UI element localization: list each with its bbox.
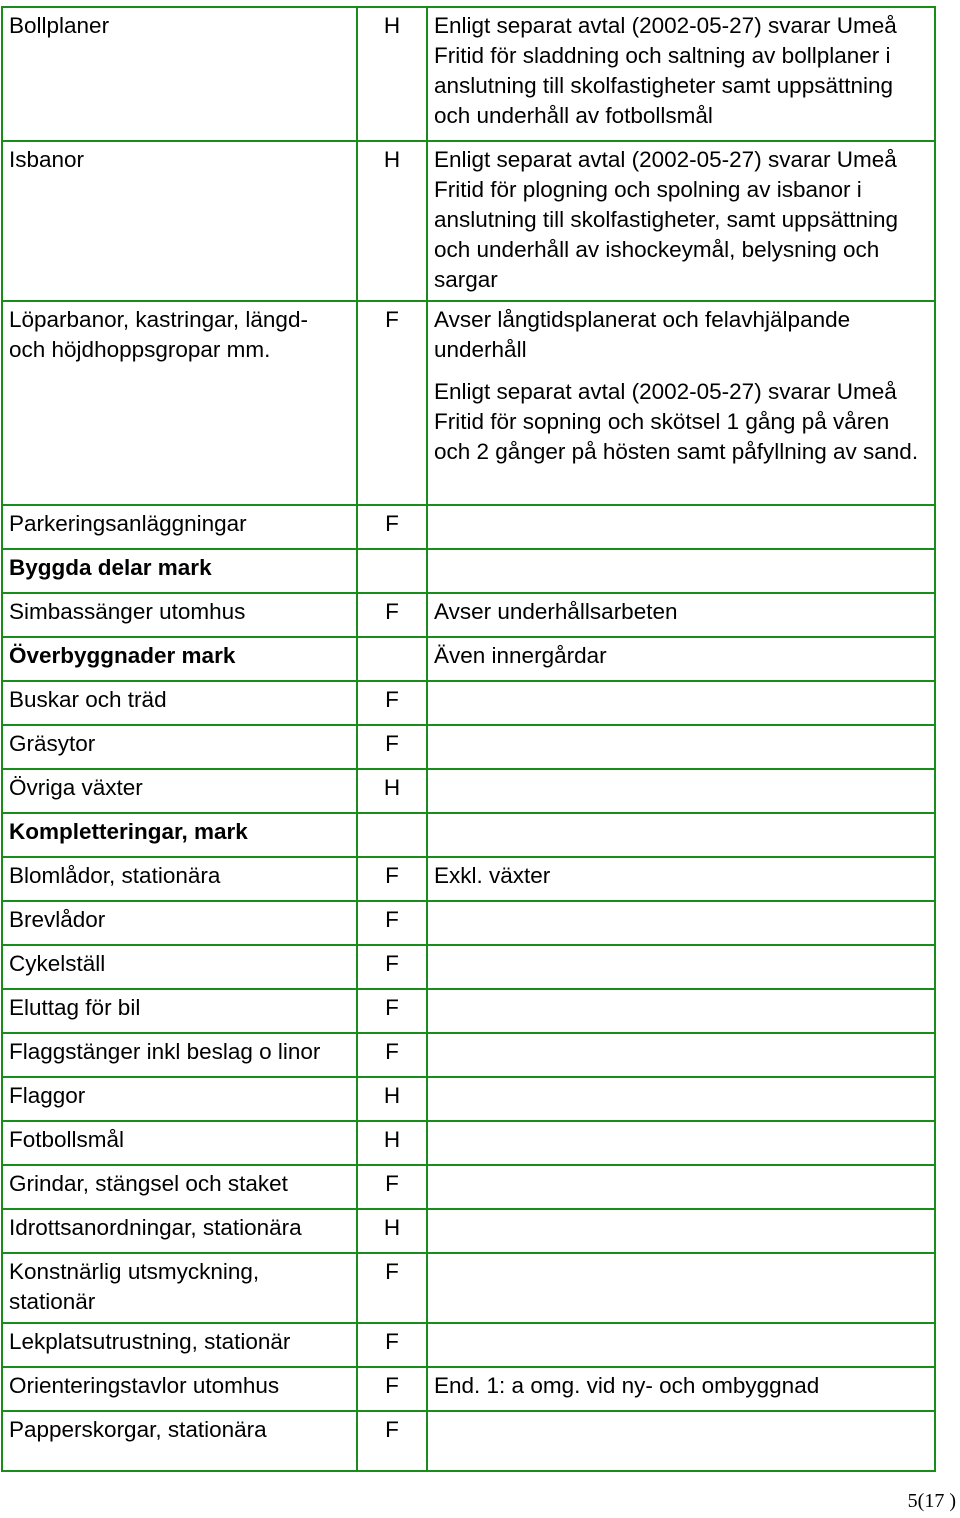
comment-cell: [427, 989, 935, 1033]
item-name: Brevlådor: [2, 901, 357, 945]
item-name: Gräsytor: [2, 725, 357, 769]
item-name: Löparbanor, kastringar, längd- och höjdhoppsgropar mm.: [2, 301, 357, 505]
item-name: Lekplatsutrustning, stationär: [2, 1323, 357, 1367]
responsibility-code: [357, 813, 427, 857]
item-name: Konstnärlig utsmyckning, stationär: [2, 1253, 357, 1323]
table-row: [2, 725, 935, 769]
comment-text: Enligt separat avtal (2002-05-27) svarar Umeå Fritid för plogning och spolning av isbanor i anslutning till skolfastigheter, samt uppsättning och underhåll av ishockeymål, belysning och sargar: [434, 147, 899, 292]
table-row: [2, 1209, 935, 1253]
item-name: Idrottsanordningar, stationära: [2, 1209, 357, 1253]
item-name: Övriga växter: [2, 769, 357, 813]
table-row: [2, 1165, 935, 1209]
comment-cell: [427, 549, 935, 593]
item-name: Bollplaner: [2, 7, 357, 141]
table-row: [2, 1253, 935, 1323]
responsibility-code: F: [357, 301, 427, 505]
table-row: [2, 593, 935, 637]
table-row: [2, 1411, 935, 1471]
item-name: Flaggstänger inkl beslag o linor: [2, 1033, 357, 1077]
comment-cell: [427, 1077, 935, 1121]
table-row: [2, 1121, 935, 1165]
comment-text: Avser långtidsplanerat och felavhjälpande underhåll: [434, 307, 851, 362]
responsibility-code: [357, 549, 427, 593]
table-row: [2, 7, 935, 141]
responsibility-code: F: [357, 1323, 427, 1367]
comment-cell: [427, 945, 935, 989]
table-row: [2, 1033, 935, 1077]
comment-cell: [427, 857, 935, 901]
table-row: [2, 857, 935, 901]
comment-cell: [427, 1121, 935, 1165]
comment-cell: [427, 301, 935, 505]
item-name: Papperskorgar, stationära: [2, 1411, 357, 1471]
responsibility-code: F: [357, 1367, 427, 1411]
responsibility-code: F: [357, 505, 427, 549]
responsibility-code: F: [357, 593, 427, 637]
responsibility-code: H: [357, 1121, 427, 1165]
comment-cell: [427, 1323, 935, 1367]
comment-cell: [427, 505, 935, 549]
responsibility-code: F: [357, 1165, 427, 1209]
table-body: [2, 7, 935, 1471]
comment-cell: [427, 1367, 935, 1411]
item-name: Flaggor: [2, 1077, 357, 1121]
table-row: [2, 637, 935, 681]
item-name: Isbanor: [2, 141, 357, 301]
responsibility-code: F: [357, 901, 427, 945]
comment-text: Exkl. växter: [434, 863, 551, 888]
table-row: [2, 769, 935, 813]
comment-text: Avser underhållsarbeten: [434, 599, 678, 624]
responsibility-code: F: [357, 1033, 427, 1077]
responsibility-code: H: [357, 141, 427, 301]
table-row: [2, 901, 935, 945]
item-name: Simbassänger utomhus: [2, 593, 357, 637]
comment-cell: [427, 141, 935, 301]
table-row: [2, 549, 935, 593]
responsibility-code: F: [357, 1411, 427, 1471]
item-name: Fotbollsmål: [2, 1121, 357, 1165]
comment-cell: [427, 681, 935, 725]
section-heading: Byggda delar mark: [2, 549, 357, 593]
responsibility-code: F: [357, 989, 427, 1033]
comment-cell: [427, 1411, 935, 1471]
comment-text: End. 1: a omg. vid ny- och ombyggnad: [434, 1373, 820, 1398]
comment-cell: [427, 813, 935, 857]
page-number: 5(17 ): [907, 1490, 956, 1512]
table-row: [2, 945, 935, 989]
comment-cell: [427, 1209, 935, 1253]
item-name: Cykelställ: [2, 945, 357, 989]
responsibility-code: F: [357, 681, 427, 725]
responsibility-code: H: [357, 1209, 427, 1253]
comment-text: Enligt separat avtal (2002-05-27) svarar Umeå Fritid för sopning och skötsel 1 gång på våren och 2 gånger på hösten samt påfyllning av sand.: [434, 379, 919, 464]
responsibility-code: F: [357, 945, 427, 989]
comment-text: Enligt separat avtal (2002-05-27) svarar Umeå Fritid för sladdning och saltning av bollplaner i anslutning till skolfastigheter samt uppsättning och underhåll av fotbollsmål: [434, 13, 897, 128]
table-row: [2, 813, 935, 857]
comment-text: Även innergårdar: [434, 643, 607, 668]
table-row: [2, 989, 935, 1033]
table-row: [2, 681, 935, 725]
comment-cell: [427, 1165, 935, 1209]
section-heading: Överbyggnader mark: [2, 637, 357, 681]
responsibility-table: [1, 6, 936, 1472]
responsibility-code: F: [357, 857, 427, 901]
item-name: Eluttag för bil: [2, 989, 357, 1033]
responsibility-code: [357, 637, 427, 681]
comment-cell: [427, 1253, 935, 1323]
table-row: [2, 301, 935, 505]
item-name: Orienteringstavlor utomhus: [2, 1367, 357, 1411]
responsibility-code: H: [357, 7, 427, 141]
responsibility-code: H: [357, 769, 427, 813]
item-name: Parkeringsanläggningar: [2, 505, 357, 549]
comment-cell: [427, 1033, 935, 1077]
comment-cell: [427, 901, 935, 945]
table-row: [2, 141, 935, 301]
item-name: Buskar och träd: [2, 681, 357, 725]
comment-cell: [427, 637, 935, 681]
responsibility-code: H: [357, 1077, 427, 1121]
comment-cell: [427, 593, 935, 637]
comment-cell: [427, 725, 935, 769]
responsibility-code: F: [357, 1253, 427, 1323]
comment-cell: [427, 769, 935, 813]
comment-cell: [427, 7, 935, 141]
item-name: Grindar, stängsel och staket: [2, 1165, 357, 1209]
table-row: [2, 1367, 935, 1411]
table-row: [2, 1323, 935, 1367]
responsibility-code: F: [357, 725, 427, 769]
item-name: Blomlådor, stationära: [2, 857, 357, 901]
table-row: [2, 1077, 935, 1121]
section-heading: Kompletteringar, mark: [2, 813, 357, 857]
table-row: [2, 505, 935, 549]
